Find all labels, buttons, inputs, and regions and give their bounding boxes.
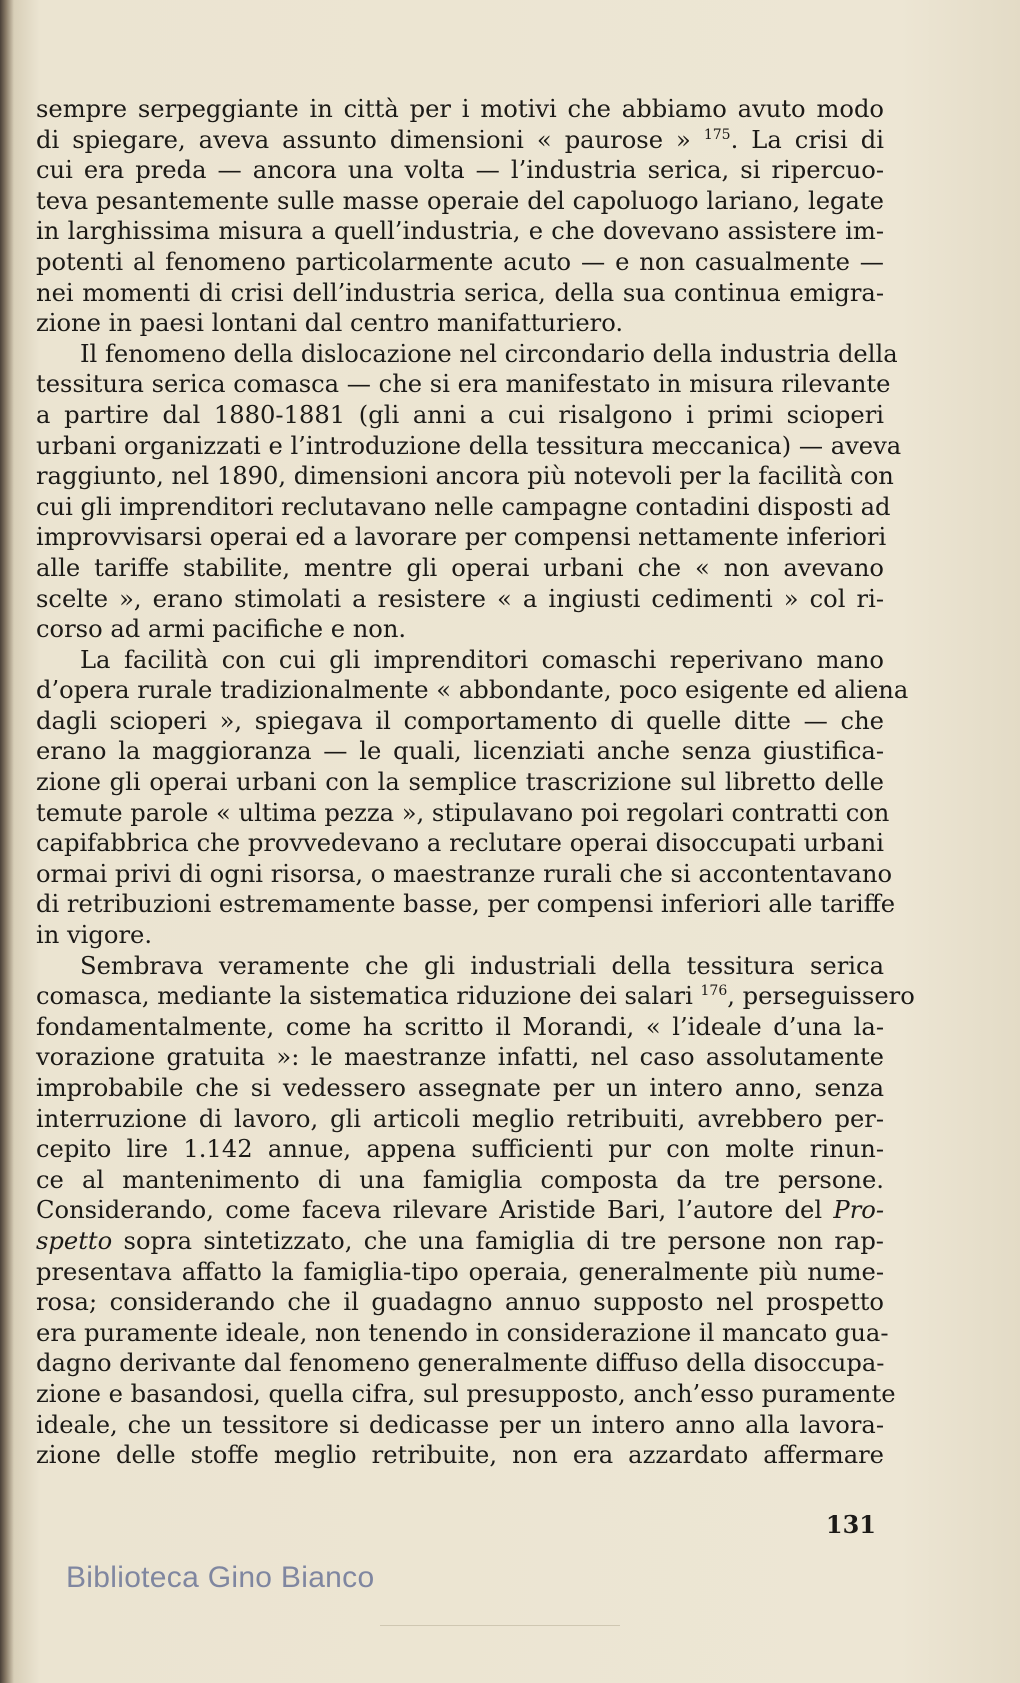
text-line: ce al mantenimento di una famiglia composta da tre persone. xyxy=(36,1165,884,1194)
italic-title: Pro- xyxy=(833,1196,884,1225)
text-line xyxy=(36,125,884,156)
page-number: 131 xyxy=(825,1510,876,1539)
text-line: Sembrava veramente che gli industriali della tessitura serica xyxy=(80,951,884,980)
text-fragment: di spiegare, aveva assunto dimensioni « paurose » xyxy=(36,125,691,154)
text-line: alle tariffe stabilite, mentre gli operai urbani che « non avevano xyxy=(36,553,884,582)
text-line: in larghissima misura a quell’industria, e che dovevano assistere im- xyxy=(36,217,884,246)
text-line: raggiunto, nel 1890, dimensioni ancora più notevoli per la facilità con xyxy=(36,462,894,491)
text-line: d’opera rurale tradizionalmente « abbondante, poco esigente ed aliena xyxy=(36,676,909,705)
text-line: capifabbrica che provvedevano a reclutare operai disoccupati urbani xyxy=(36,829,884,858)
text-line: fondamentalmente, come ha scritto il Morandi, « l’ideale d’una la- xyxy=(36,1012,884,1041)
text-line: in vigore. xyxy=(36,921,153,950)
text-line: cui era preda — ancora una volta — l’industria serica, si ripercuo- xyxy=(36,156,884,185)
text-line: sempre serpeggiante in città per i motivi che abbiamo avuto modo xyxy=(36,95,884,123)
text-fragment: . La crisi di xyxy=(730,125,884,154)
italic-title: spetto xyxy=(36,1226,113,1255)
text-line xyxy=(36,1195,884,1226)
text-line: ormai privi di ogni risorsa, o maestranze rurali che si accontentavano xyxy=(36,859,893,888)
text-line xyxy=(36,1226,884,1257)
text-fragment: , perseguissero xyxy=(727,982,915,1011)
text-line: temute parole « ultima pezza », stipulavano poi regolari contratti con xyxy=(36,798,890,827)
text-line: di retribuzioni estremamente basse, per compensi inferiori alle tariffe xyxy=(36,890,896,919)
text-line: cui gli imprenditori reclutavano nelle campagne contadini disposti ad xyxy=(36,492,891,521)
text-line: presentava affatto la famiglia-tipo operaia, generalmente più nume- xyxy=(36,1257,884,1286)
text-line: tessitura serica comasca — che si era manifestato in misura rilevante xyxy=(36,370,891,399)
text-line: a partire dal 1880-1881 (gli anni a cui risalgono i primi scioperi xyxy=(36,400,884,429)
text-line: scelte », erano stimolati a resistere « a ingiusti cedimenti » col ri- xyxy=(36,584,884,613)
text-line: vorazione gratuita »: le maestranze infatti, nel caso assolutamente xyxy=(36,1043,884,1072)
text-line: interruzione di lavoro, gli articoli meglio retribuiti, avrebbero per- xyxy=(36,1104,884,1133)
text-line: zione e basandosi, quella cifra, sul presupposto, anch’esso puramente xyxy=(36,1379,896,1408)
text-fragment: Considerando, come faceva rilevare Aristide Bari, l’autore del xyxy=(36,1196,823,1225)
text-line: potenti al fenomeno particolarmente acuto — e non casualmente — xyxy=(36,247,884,276)
text-line: zione in paesi lontani dal centro manifatturiero. xyxy=(36,309,624,338)
text-line: nei momenti di crisi dell’industria serica, della sua continua emigra- xyxy=(36,278,884,307)
text-fragment: comasca, mediante la sistematica riduzione dei salari xyxy=(36,982,693,1011)
text-line: erano la maggioranza — le quali, licenziati anche senza giustifica- xyxy=(36,737,884,766)
text-line: improbabile che si vedessero assegnate per un intero anno, senza xyxy=(36,1074,884,1102)
text-line xyxy=(36,981,915,1012)
text-line: ideale, che un tessitore si dedicasse per un intero anno alla lavora- xyxy=(36,1410,884,1439)
divider xyxy=(380,1625,620,1626)
text-line: dagno derivante dal fenomeno generalmente diffuso della disoccupa- xyxy=(36,1349,885,1378)
footnote-ref-176: 176 xyxy=(700,983,728,1000)
text-line: Il fenomeno della dislocazione nel circondario della industria della xyxy=(80,339,898,368)
text-fragment: sopra sintetizzato, che una famiglia di tre persone non rap- xyxy=(112,1226,884,1255)
text-line: La facilità con cui gli imprenditori comaschi reperivano mano xyxy=(80,645,884,674)
text-line: zione delle stoffe meglio retribuite, non era azzardato affermare xyxy=(36,1441,884,1470)
text-line: teva pesantemente sulle masse operaie del capoluogo lariano, legate xyxy=(36,186,884,215)
text-line: rosa; considerando che il guadagno annuo supposto nel prospetto xyxy=(36,1288,884,1317)
footnote-ref-175: 175 xyxy=(703,126,731,143)
text-line: urbani organizzati e l’introduzione della tessitura meccanica) — aveva xyxy=(36,431,902,460)
text-line: dagli scioperi », spiegava il comportamento di quelle ditte — che xyxy=(36,706,884,735)
text-line: era puramente ideale, non tenendo in considerazione il mancato gua- xyxy=(36,1318,889,1347)
text-line: cepito lire 1.142 annue, appena sufficienti pur con molte rinun- xyxy=(36,1135,884,1164)
body-text xyxy=(36,94,915,1471)
text-line: improvvisarsi operai ed a lavorare per compensi nettamente inferiori xyxy=(36,523,887,552)
library-watermark: Biblioteca Gino Bianco xyxy=(66,1561,375,1594)
text-line: zione gli operai urbani con la semplice trascrizione sul libretto delle xyxy=(36,768,884,797)
text-line: corso ad armi pacifiche e non. xyxy=(36,615,407,644)
